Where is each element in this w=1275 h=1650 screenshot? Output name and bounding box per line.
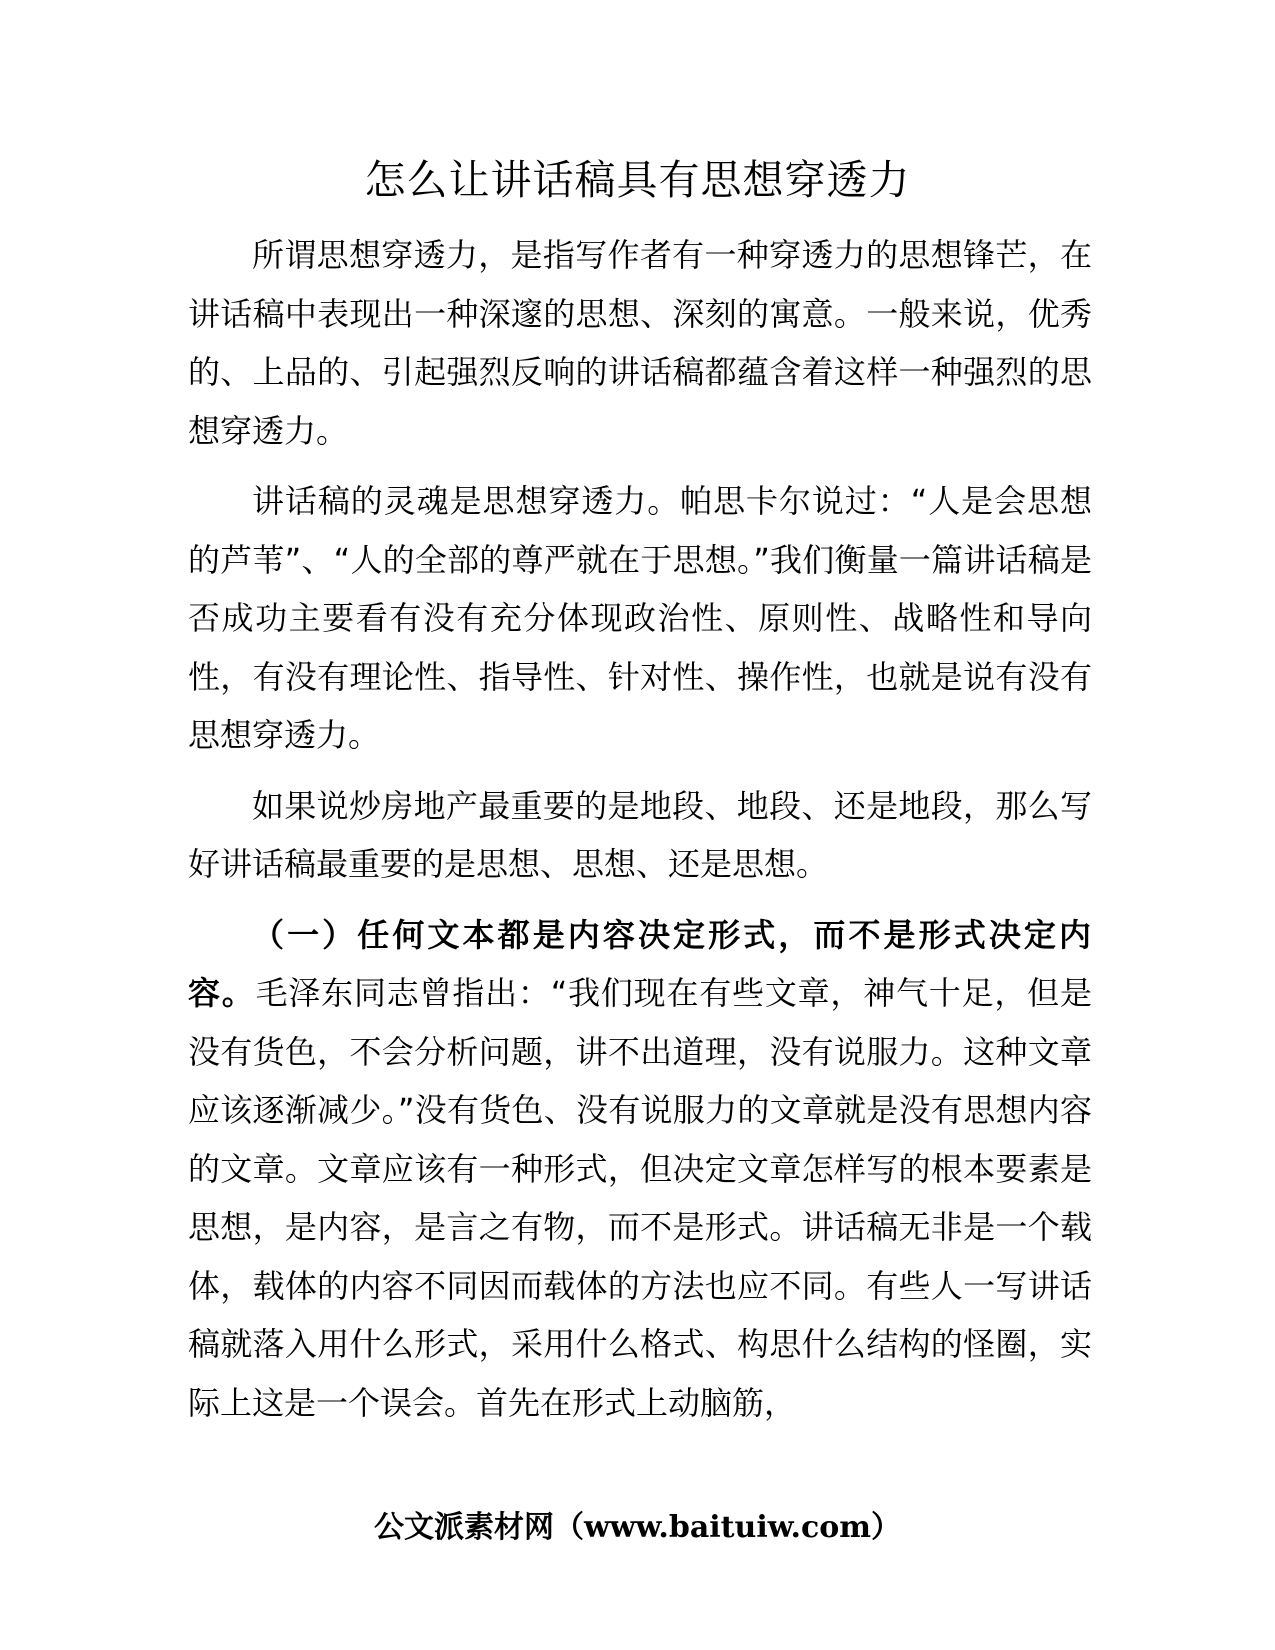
section-one-paragraph [188,906,1092,1433]
paragraph-3: 如果说炒房地产最重要的是地段、地段、还是地段，那么写好讲话稿最重要的是思想、思想、还是思想。 [188,786,1092,883]
section-one-text: 毛泽东同志曾指出：“我们现在有些文章，神气十足，但是没有货色，不会分析问题，讲不出道理，没有说服力。这种文章应该逐渐减少。”没有货色、没有说服力的文章就是没有思想内容的文章。文章应该有一种形式，但决定文章怎样写的根本要素是思想，是内容，是言之有物，而不是形式。讲话稿无非是一个载体，载体的内容不同因而载体的方法也应不同。有些人一写讲话稿就落入用什么形式，采用什么格式、构思什么结构的怪圈，实际上这是一个误会。首先在形式上动脑筋， [188,974,1092,1422]
paragraph-2: 讲话稿的灵魂是思想穿透力。帕思卡尔说过：“人是会思想的芦苇”、“人的全部的尊严就在于思想。”我们衡量一篇讲话稿是否成功主要看有没有充分体现政治性、原则性、战略性和导向性，有没有理论性、指导性、针对性、操作性，也就是说有没有思想穿透力。 [188,482,1092,754]
document-body [188,226,1092,1432]
paragraph-1: 所谓思想穿透力，是指写作者有一种穿透力的思想锋芒，在讲话稿中表现出一种深邃的思想、深刻的寓意。一般来说，优秀的、上品的、引起强烈反响的讲话稿都蕴含着这样一种强烈的思想穿透力。 [188,236,1092,450]
section-one-heading: （一）任何文本都是内容决定形式，而不是形式决定内容。 [188,915,1092,1012]
document-title: 怎么让讲话稿具有思想穿透力 [364,156,911,204]
footer-watermark: 公文派素材网（www.baituiw.com） [373,1510,902,1545]
